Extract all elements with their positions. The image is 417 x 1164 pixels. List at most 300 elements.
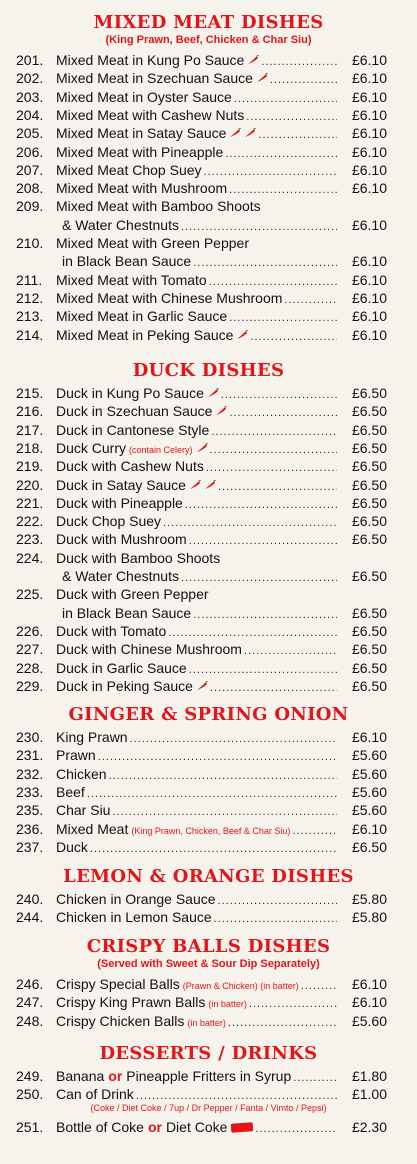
dot-leader xyxy=(284,291,337,309)
item-name: Mixed Meat with Mushroom xyxy=(56,180,228,197)
item-price: £6.50 xyxy=(351,476,387,493)
item-number: 222. xyxy=(16,513,44,530)
item-label xyxy=(56,530,339,550)
item-number: 235. xyxy=(16,802,44,819)
item-note: (in batter) xyxy=(208,999,247,1010)
item-number: 208. xyxy=(16,180,44,197)
dot-leader xyxy=(218,478,337,496)
dot-leader xyxy=(225,145,337,163)
section-title: DESSERTS / DRINKS xyxy=(99,1043,318,1064)
item-price: £5.60 xyxy=(351,783,387,800)
item-name: Duck Curry xyxy=(56,439,127,456)
dot-leader xyxy=(185,496,337,514)
item-price: £6.50 xyxy=(351,641,387,658)
menu-item xyxy=(0,179,417,197)
menu-item-continuation xyxy=(0,216,417,234)
dot-leader xyxy=(168,624,337,642)
item-price: £6.50 xyxy=(351,622,387,639)
dot-leader xyxy=(210,679,337,697)
item-label xyxy=(56,161,339,181)
dot-leader xyxy=(229,404,337,422)
menu-item xyxy=(0,421,417,439)
item-number: 244. xyxy=(16,909,44,926)
section-title: LEMON & ORANGE DISHES xyxy=(63,866,354,887)
item-name: Mixed Meat in Szechuan Sauce xyxy=(56,70,253,87)
or-word: or xyxy=(108,1068,123,1084)
menu-item xyxy=(0,161,417,179)
item-label xyxy=(56,890,339,910)
menu-item xyxy=(0,728,417,746)
menu-item xyxy=(0,1118,417,1136)
item-number: 251. xyxy=(16,1118,44,1135)
dot-leader xyxy=(90,840,337,858)
menu-section-header xyxy=(0,936,417,970)
item-number: 211. xyxy=(16,271,43,288)
item-number: 223. xyxy=(16,531,44,548)
item-number: 219. xyxy=(16,458,44,475)
section-title: DUCK DISHES xyxy=(132,360,285,381)
item-price: £6.10 xyxy=(351,253,387,270)
dot-leader xyxy=(261,53,337,71)
item-note: (contain Celery) xyxy=(129,444,193,455)
menu-item xyxy=(0,677,417,695)
item-label xyxy=(56,494,339,514)
item-name: Mixed Meat with Green Pepper xyxy=(56,235,249,251)
menu-item xyxy=(0,801,417,819)
item-name: Duck with Mushroom xyxy=(56,531,187,548)
item-price: £6.50 xyxy=(351,439,387,456)
item-number: 227. xyxy=(16,641,44,658)
redaction-mark xyxy=(231,1122,254,1133)
menu-section-header xyxy=(0,1043,417,1064)
item-price: £6.10 xyxy=(351,289,387,306)
menu-item xyxy=(0,783,417,801)
item-name: Bottle of Coke xyxy=(56,1118,144,1135)
item-number: 246. xyxy=(16,976,44,992)
menu-item xyxy=(0,820,417,838)
dot-leader xyxy=(193,606,337,624)
menu-item xyxy=(0,234,417,252)
item-number: 250. xyxy=(16,1086,44,1103)
menu-item xyxy=(0,106,417,124)
item-name: Duck in Kung Po Sauce xyxy=(56,385,204,401)
item-number: 214. xyxy=(16,326,44,343)
item-price: £5.60 xyxy=(351,1012,387,1029)
item-price: £5.60 xyxy=(351,747,387,764)
item-name: Duck with Cashew Nuts xyxy=(56,458,204,475)
item-label xyxy=(56,197,339,215)
dot-leader xyxy=(228,1014,337,1032)
item-number: 231. xyxy=(16,747,44,764)
dot-leader xyxy=(255,1120,337,1138)
item-name: King Prawn xyxy=(56,729,128,745)
menu-section-header xyxy=(0,704,417,725)
item-name: Char Siu xyxy=(56,802,111,819)
chili-icon xyxy=(236,330,248,340)
item-price: £6.10 xyxy=(351,326,387,343)
item-label xyxy=(56,801,339,821)
item-number: 215. xyxy=(16,385,44,401)
menu-item xyxy=(0,993,417,1011)
item-price: £5.80 xyxy=(351,909,387,926)
menu-item xyxy=(0,476,417,494)
item-name: Prawn xyxy=(56,747,96,764)
menu-item-continuation xyxy=(0,252,417,270)
item-price: £6.10 xyxy=(351,143,387,160)
item-label xyxy=(56,820,339,840)
item-name-cont: in Black Bean Sauce xyxy=(62,253,192,270)
item-price: £6.50 xyxy=(351,604,387,621)
item-price: £6.50 xyxy=(351,838,387,855)
item-label xyxy=(56,765,339,785)
dot-leader xyxy=(189,661,337,679)
item-label xyxy=(56,783,339,803)
item-number: 240. xyxy=(16,891,44,907)
item-number: 228. xyxy=(16,659,44,676)
item-label xyxy=(56,51,339,71)
item-price: £6.10 xyxy=(351,125,387,142)
item-label xyxy=(56,549,339,567)
item-price: £6.10 xyxy=(351,106,387,123)
chili-icon xyxy=(189,480,201,490)
dot-leader xyxy=(270,71,337,89)
item-name: Duck with Chinese Mushroom xyxy=(56,641,242,658)
item-number: 202. xyxy=(16,70,44,87)
item-number: 233. xyxy=(16,783,44,800)
dot-leader xyxy=(193,254,337,272)
dot-leader xyxy=(98,748,337,766)
item-label xyxy=(56,746,339,766)
item-label xyxy=(56,88,339,108)
item-price: £6.10 xyxy=(351,216,387,233)
item-price: £6.10 xyxy=(351,161,387,178)
item-name: Duck with Bamboo Shoots xyxy=(56,549,221,566)
item-price: £1.80 xyxy=(351,1068,387,1084)
menu-item xyxy=(0,890,417,908)
item-label xyxy=(56,271,339,291)
item-label xyxy=(56,993,339,1013)
item-label xyxy=(56,307,339,327)
item-price: £6.10 xyxy=(351,180,387,197)
menu-item xyxy=(0,908,417,926)
item-number: 209. xyxy=(16,198,44,215)
item-number: 217. xyxy=(16,421,44,438)
menu-item xyxy=(0,1012,417,1030)
item-name: Banana xyxy=(56,1068,105,1084)
item-price: £6.10 xyxy=(351,994,387,1011)
chili-icon xyxy=(247,55,259,65)
dot-leader xyxy=(130,730,337,748)
dot-leader xyxy=(234,90,337,108)
item-number: 206. xyxy=(16,143,44,160)
item-price: £6.50 xyxy=(351,531,387,548)
chili-icon xyxy=(207,388,219,398)
item-label xyxy=(56,124,339,144)
item-label xyxy=(56,908,339,928)
item-name: Duck in Peking Sauce xyxy=(56,677,193,694)
chili-icon xyxy=(204,480,216,490)
item-label xyxy=(56,1067,339,1087)
chili-icon xyxy=(196,681,208,691)
dot-leader xyxy=(209,273,337,291)
item-label xyxy=(56,143,339,163)
item-price: £6.50 xyxy=(351,403,387,420)
item-name: Duck with Green Pepper xyxy=(56,586,209,603)
item-label xyxy=(56,585,339,603)
chili-icon xyxy=(244,128,256,138)
menu-item xyxy=(0,640,417,658)
item-number: 224. xyxy=(16,549,44,566)
dot-leader xyxy=(112,803,337,821)
item-label xyxy=(56,838,339,858)
dot-leader xyxy=(214,910,337,928)
or-word: or xyxy=(147,1118,162,1135)
chili-icon xyxy=(196,443,208,453)
item-name-cont: & Water Chestnuts xyxy=(62,216,179,233)
item-price: £5.60 xyxy=(351,802,387,819)
item-price: £6.50 xyxy=(351,385,387,401)
menu-item xyxy=(0,197,417,215)
item-note: (King Prawn, Chicken, Beef & Char Siu) xyxy=(131,825,291,836)
item-name: Duck with Pineapple xyxy=(56,494,183,511)
item-number: 229. xyxy=(16,677,44,694)
item-price: £2.30 xyxy=(351,1118,387,1135)
item-name: Mixed Meat xyxy=(56,820,129,837)
item-price: £6.10 xyxy=(351,976,387,992)
menu-item xyxy=(0,402,417,420)
item-name: Chicken xyxy=(56,765,107,782)
dot-leader xyxy=(181,569,337,587)
menu-item xyxy=(0,530,417,548)
item-name: Crispy Chicken Balls xyxy=(56,1012,185,1029)
dot-leader xyxy=(258,126,337,144)
item-price: £6.10 xyxy=(351,820,387,837)
menu-item xyxy=(0,1085,417,1103)
chili-icon xyxy=(256,73,268,83)
item-name: Mixed Meat with Pineapple xyxy=(56,143,224,160)
item-price: £6.50 xyxy=(351,568,387,584)
item-name: Duck in Garlic Sauce xyxy=(56,659,187,676)
dot-leader xyxy=(181,218,337,236)
menu-item xyxy=(0,1067,417,1085)
item-name: Duck Chop Suey xyxy=(56,513,162,530)
item-number: 218. xyxy=(16,439,44,456)
item-number: 226. xyxy=(16,622,44,639)
item-name: Mixed Meat in Peking Sauce xyxy=(56,326,234,343)
item-label xyxy=(56,179,339,199)
menu-item xyxy=(0,549,417,567)
dot-leader xyxy=(206,459,337,477)
item-name: Duck in Szechuan Sauce xyxy=(56,403,213,420)
item-label xyxy=(62,216,339,236)
menu-item xyxy=(0,88,417,106)
item-name-cont: & Water Chestnuts xyxy=(62,568,179,584)
item-label xyxy=(56,421,339,441)
item-label xyxy=(56,677,339,697)
menu-item xyxy=(0,746,417,764)
item-label xyxy=(56,69,339,89)
item-name: Crispy Special Balls xyxy=(56,976,180,992)
item-label xyxy=(56,1012,339,1032)
menu-item xyxy=(0,494,417,512)
item-label xyxy=(62,252,339,272)
menu-item xyxy=(0,143,417,161)
item-label xyxy=(56,622,339,642)
item-name-alt: Diet Coke xyxy=(165,1118,228,1135)
item-price: £6.10 xyxy=(351,308,387,325)
item-name-cont: in Black Bean Sauce xyxy=(62,604,192,621)
item-label xyxy=(56,476,339,496)
item-name: Duck xyxy=(56,838,88,855)
menu-item xyxy=(0,765,417,783)
item-name: Mixed Meat in Garlic Sauce xyxy=(56,308,228,325)
menu-item xyxy=(0,326,417,344)
menu-section-header xyxy=(0,866,417,887)
item-number: 205. xyxy=(16,125,44,142)
menu-item xyxy=(0,512,417,530)
item-label xyxy=(56,640,339,660)
item-label xyxy=(56,457,339,477)
item-number: 248. xyxy=(16,1012,44,1029)
item-label xyxy=(62,567,339,587)
dot-leader xyxy=(229,309,337,327)
item-name: Mixed Meat in Kung Po Sauce xyxy=(56,52,245,68)
item-price: £6.10 xyxy=(351,52,387,68)
item-price: £5.80 xyxy=(351,891,387,907)
item-name: Crispy King Prawn Balls xyxy=(56,994,206,1011)
item-price: £6.50 xyxy=(351,494,387,511)
menu-section-header xyxy=(0,12,417,46)
item-label xyxy=(56,384,339,404)
item-note: (Prawn & Chicken) (in batter) xyxy=(182,981,299,991)
item-price: £6.10 xyxy=(351,729,387,745)
item-number: 207. xyxy=(16,161,44,178)
item-name: Duck in Cantonese Style xyxy=(56,421,210,438)
menu-item xyxy=(0,585,417,603)
dot-leader xyxy=(246,108,337,126)
item-label xyxy=(56,439,339,459)
menu-item xyxy=(0,69,417,87)
dot-leader xyxy=(189,532,337,550)
menu-item xyxy=(0,384,417,402)
item-number: 220. xyxy=(16,476,44,493)
item-name: Mixed Meat Chop Suey xyxy=(56,161,202,178)
item-number: 212. xyxy=(16,289,44,306)
dot-leader xyxy=(109,767,337,785)
item-number: 201. xyxy=(16,52,44,68)
item-number: 237. xyxy=(16,838,44,855)
item-price: £6.50 xyxy=(351,421,387,438)
menu-item xyxy=(0,271,417,289)
menu-item xyxy=(0,457,417,475)
item-price: £6.50 xyxy=(351,677,387,694)
item-name: Mixed Meat with Cashew Nuts xyxy=(56,106,245,123)
item-price: £6.10 xyxy=(351,271,387,288)
drinks-options: (Coke / Diet Coke / 7up / Dr Pepper / Fanta / Vimto / Pepsi) xyxy=(90,1102,327,1113)
item-price: £6.10 xyxy=(351,70,387,87)
item-name: Beef xyxy=(56,783,85,800)
dot-leader xyxy=(293,1069,337,1087)
item-name: Duck in Satay Sauce xyxy=(56,476,186,493)
dot-leader xyxy=(218,892,337,910)
dot-leader xyxy=(250,328,337,346)
item-name: Chicken in Lemon Sauce xyxy=(56,909,212,926)
dot-leader xyxy=(221,386,337,404)
item-number: 210. xyxy=(16,235,44,251)
item-label xyxy=(56,289,339,309)
item-label xyxy=(56,1118,339,1138)
item-number: 249. xyxy=(16,1068,44,1084)
dot-leader xyxy=(249,995,337,1013)
item-name: Chicken in Orange Sauce xyxy=(56,891,216,907)
item-label xyxy=(56,975,339,995)
item-price: £6.50 xyxy=(351,513,387,530)
menu-item xyxy=(0,307,417,325)
dot-leader xyxy=(292,822,337,840)
item-price: £6.10 xyxy=(351,88,387,105)
dot-leader xyxy=(301,977,337,995)
item-number: 232. xyxy=(16,765,44,782)
chili-icon xyxy=(215,406,227,416)
item-price: £6.50 xyxy=(351,659,387,676)
item-name: Mixed Meat in Satay Sauce xyxy=(56,125,227,142)
menu-item-continuation xyxy=(0,604,417,622)
section-title: GINGER & SPRING ONION xyxy=(68,704,349,725)
dot-leader xyxy=(204,163,337,181)
item-number: 204. xyxy=(16,106,44,123)
item-name-alt: Pineapple Fritters in Syrup xyxy=(126,1068,292,1084)
item-name: Mixed Meat in Oyster Sauce xyxy=(56,88,232,105)
item-price: £5.60 xyxy=(351,765,387,782)
item-label xyxy=(56,728,339,748)
chili-icon xyxy=(229,128,241,138)
menu-item xyxy=(0,51,417,69)
item-price: £1.00 xyxy=(351,1086,387,1103)
section-subtitle: (Served with Sweet & Sour Dip Separately) xyxy=(97,958,320,970)
dot-leader xyxy=(163,514,337,532)
item-name: Mixed Meat with Chinese Mushroom xyxy=(56,289,283,306)
item-number: 216. xyxy=(16,403,44,420)
section-title: MIXED MEAT DISHES xyxy=(93,12,324,33)
menu-item xyxy=(0,124,417,142)
menu-item xyxy=(0,289,417,307)
section-subtitle: (King Prawn, Beef, Chicken & Char Siu) xyxy=(105,34,312,46)
item-label xyxy=(56,234,339,252)
item-number: 203. xyxy=(16,88,44,105)
item-name: Mixed Meat with Bamboo Shoots xyxy=(56,198,261,215)
menu-item xyxy=(0,439,417,457)
item-label xyxy=(56,326,339,346)
item-name: Duck with Tomato xyxy=(56,622,167,639)
dot-leader xyxy=(229,181,337,199)
menu-section-header xyxy=(0,360,417,381)
item-number: 225. xyxy=(16,586,44,603)
item-name: Can of Drink xyxy=(56,1086,134,1103)
dot-leader xyxy=(244,642,337,660)
menu-item-continuation xyxy=(0,567,417,585)
item-label xyxy=(56,402,339,422)
menu-item xyxy=(0,659,417,677)
item-number: 230. xyxy=(16,729,44,745)
item-label xyxy=(62,604,339,624)
menu-item xyxy=(0,975,417,993)
dot-leader xyxy=(87,785,337,803)
dot-leader xyxy=(211,423,337,441)
menu-item xyxy=(0,838,417,856)
item-price: £6.50 xyxy=(351,458,387,475)
item-number: 213. xyxy=(16,308,44,325)
dot-leader xyxy=(210,441,337,459)
